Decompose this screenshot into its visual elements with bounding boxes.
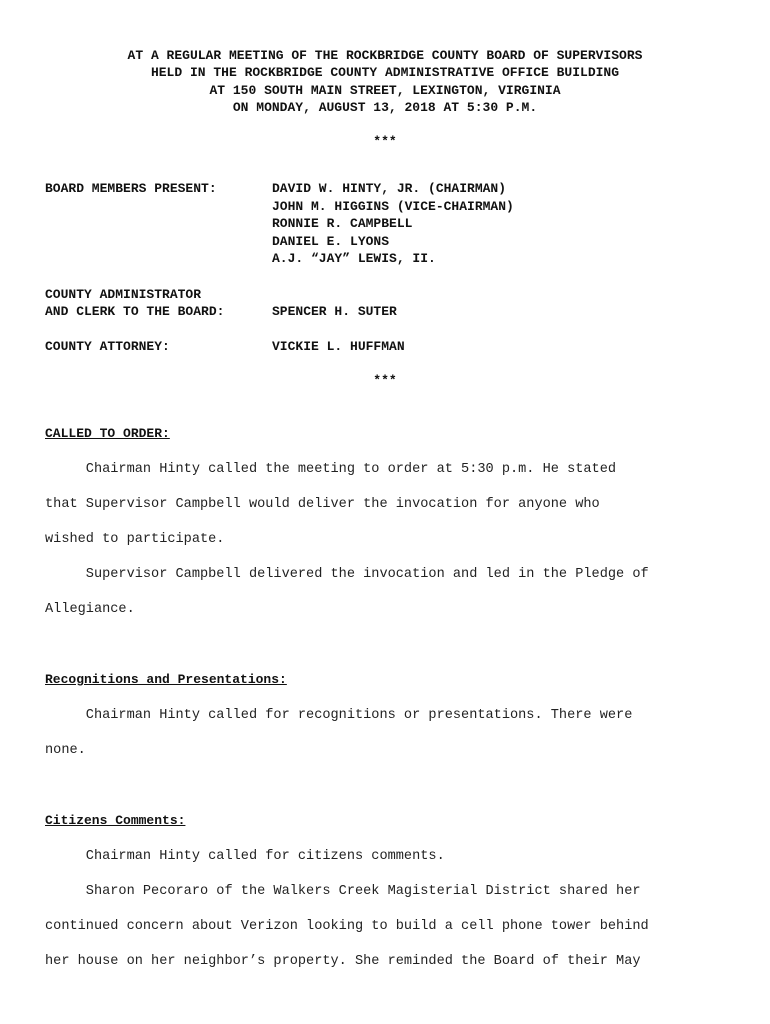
recognitions-heading: Recognitions and Presentations: [45,672,287,687]
board-member-4: DANIEL E. LYONS [272,234,390,249]
header-line-1: AT A REGULAR MEETING OF THE ROCKBRIDGE COUNTY BOARD OF SUPERVISORS [127,48,643,63]
called-to-order-p1-line-1: Chairman Hinty called the meeting to order at 5:30 p.m. He stated [45,462,617,477]
called-to-order-p1-line-2: that Supervisor Campbell would deliver the invocation for anyone who [45,497,600,512]
board-member-1: DAVID W. HINTY, JR. (CHAIRMAN) [272,181,507,196]
board-member-3: RONNIE R. CAMPBELL [272,216,413,231]
board-members-label: BOARD MEMBERS PRESENT: [45,181,217,196]
called-to-order-p2-line-2: Allegiance. [45,602,135,617]
citizens-comments-heading: Citizens Comments: [45,813,186,828]
administrator-label-line-2: AND CLERK TO THE BOARD: [45,304,225,319]
separator-stars-1: *** [373,134,397,149]
attorney-label: COUNTY ATTORNEY: [45,339,170,354]
citizens-comments-p2-line-2: continued concern about Verizon looking to build a cell phone tower behind [45,919,649,934]
citizens-comments-p1-line-1: Chairman Hinty called for citizens comments. [45,849,445,864]
recognitions-p1-line-2: none. [45,743,86,758]
header-line-3: AT 150 SOUTH MAIN STREET, LEXINGTON, VIRGINIA [209,83,561,98]
administrator-label-line-1: COUNTY ADMINISTRATOR [45,287,202,302]
recognitions-p1-line-1: Chairman Hinty called for recognitions or presentations. There were [45,708,633,723]
board-member-2: JOHN M. HIGGINS (VICE-CHAIRMAN) [272,199,514,214]
attorney-name: VICKIE L. HUFFMAN [272,339,405,354]
called-to-order-heading: CALLED TO ORDER: [45,426,170,441]
header-line-2: HELD IN THE ROCKBRIDGE COUNTY ADMINISTRATIVE OFFICE BUILDING [150,65,620,80]
separator-stars-2: *** [373,373,397,388]
called-to-order-p1-line-3: wished to participate. [45,532,225,547]
citizens-comments-p2-line-3: her house on her neighbor’s property. She reminded the Board of their May [45,954,641,969]
called-to-order-p2-line-1: Supervisor Campbell delivered the invocation and led in the Pledge of [45,567,649,582]
header-line-4: ON MONDAY, AUGUST 13, 2018 AT 5:30 P.M. [232,100,538,115]
board-member-5: A.J. “JAY” LEWIS, II. [272,251,436,266]
administrator-name: SPENCER H. SUTER [272,304,397,319]
citizens-comments-p2-line-1: Sharon Pecoraro of the Walkers Creek Magisterial District shared her [45,884,641,899]
